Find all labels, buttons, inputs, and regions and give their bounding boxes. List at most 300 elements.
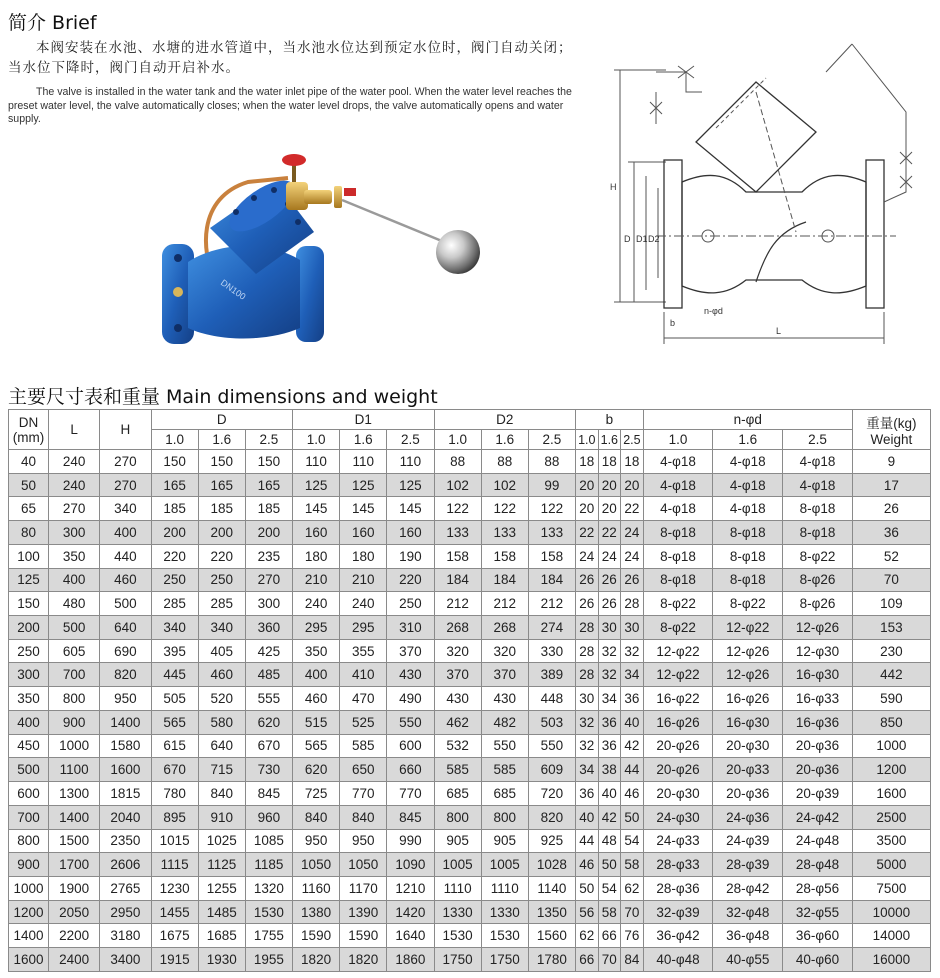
table-cell: 370	[387, 639, 434, 663]
table-cell: 1500	[48, 829, 99, 853]
table-cell: 24-φ48	[783, 829, 853, 853]
table-cell: 640	[100, 616, 151, 640]
table-cell: 1640	[387, 924, 434, 948]
table-cell: 4-φ18	[713, 497, 783, 521]
table-cell: 36-φ60	[783, 924, 853, 948]
table-cell: 405	[198, 639, 245, 663]
table-cell: 28-φ36	[643, 876, 713, 900]
table-cell: 400	[293, 663, 340, 687]
header-nd-pressure: 1.6	[713, 430, 783, 450]
table-cell: 615	[151, 734, 198, 758]
table-cell: 12-φ26	[713, 663, 783, 687]
table-cell: 960	[245, 805, 292, 829]
table-cell: 52	[852, 544, 930, 568]
table-cell: 950	[293, 829, 340, 853]
table-cell: 609	[528, 758, 575, 782]
table-cell: 24-φ36	[713, 805, 783, 829]
table-row	[9, 450, 931, 474]
table-cell: 30	[598, 616, 621, 640]
table-cell: 200	[9, 616, 49, 640]
table-cell: 905	[434, 829, 481, 853]
table-cell: 520	[198, 687, 245, 711]
table-cell: 185	[245, 497, 292, 521]
header-d2-pressure: 1.0	[434, 430, 481, 450]
table-cell: 250	[198, 568, 245, 592]
header-weight: 重量(kg) Weight	[852, 410, 930, 450]
table-cell: 1028	[528, 853, 575, 877]
table-cell: 66	[576, 948, 599, 972]
table-row	[9, 924, 931, 948]
table-cell: 725	[293, 782, 340, 806]
table-cell: 3180	[100, 924, 151, 948]
table-cell: 1115	[151, 853, 198, 877]
table-cell: 24-φ33	[643, 829, 713, 853]
table-cell: 40	[621, 710, 644, 734]
table-cell: 12-φ26	[713, 639, 783, 663]
table-cell: 1085	[245, 829, 292, 853]
table-cell: 20	[576, 497, 599, 521]
table-cell: 780	[151, 782, 198, 806]
table-cell: 1590	[293, 924, 340, 948]
table-cell: 8-φ26	[783, 568, 853, 592]
table-cell: 18	[598, 450, 621, 474]
table-cell: 715	[198, 758, 245, 782]
table-cell: 1015	[151, 829, 198, 853]
table-cell: 550	[387, 710, 434, 734]
table-cell: 270	[100, 473, 151, 497]
table-cell: 4-φ18	[713, 473, 783, 497]
table-cell: 8-φ22	[713, 592, 783, 616]
table-cell: 26	[576, 592, 599, 616]
table-cell: 700	[9, 805, 49, 829]
table-cell: 770	[387, 782, 434, 806]
table-cell: 66	[598, 924, 621, 948]
table-cell: 1900	[48, 876, 99, 900]
table-cell: 80	[9, 521, 49, 545]
table-cell: 110	[293, 450, 340, 474]
table-cell: 800	[481, 805, 528, 829]
table-row	[9, 639, 931, 663]
header-d2-pressure: 1.6	[481, 430, 528, 450]
header-d1-pressure: 1.0	[293, 430, 340, 450]
table-cell: 28-φ39	[713, 853, 783, 877]
table-cell: 1380	[293, 900, 340, 924]
table-cell: 150	[245, 450, 292, 474]
table-cell: 40-φ48	[643, 948, 713, 972]
table-row	[9, 473, 931, 497]
table-cell: 42	[598, 805, 621, 829]
brief-description-en: The valve is installed in the water tank and the water inlet pipe of the water pool. When the water level reaches the preset water level, the valve automatically closes; when the water level drops, the valve automatically opens and water supply.	[8, 86, 572, 125]
table-cell: 1300	[48, 782, 99, 806]
table-cell: 840	[340, 805, 387, 829]
table-cell: 250	[151, 568, 198, 592]
table-cell: 770	[340, 782, 387, 806]
table-cell: 18	[621, 450, 644, 474]
table-cell: 12-φ22	[643, 639, 713, 663]
table-cell: 500	[48, 616, 99, 640]
table-cell: 905	[481, 829, 528, 853]
table-cell: 840	[293, 805, 340, 829]
table-cell: 400	[100, 521, 151, 545]
drawing-label-d1: D1	[636, 234, 648, 244]
table-row	[9, 616, 931, 640]
table-row	[9, 521, 931, 545]
header-d-pressure: 1.0	[151, 430, 198, 450]
table-cell: 1330	[434, 900, 481, 924]
header-dn: DN (mm)	[9, 410, 49, 450]
table-row	[9, 782, 931, 806]
table-cell: 30	[621, 616, 644, 640]
table-cell: 1685	[198, 924, 245, 948]
table-cell: 200	[151, 521, 198, 545]
table-cell: 515	[293, 710, 340, 734]
table-cell: 220	[151, 544, 198, 568]
table-cell: 1530	[481, 924, 528, 948]
table-cell: 110	[387, 450, 434, 474]
table-cell: 1320	[245, 876, 292, 900]
table-cell: 1255	[198, 876, 245, 900]
table-cell: 48	[598, 829, 621, 853]
table-cell: 122	[481, 497, 528, 521]
table-cell: 268	[481, 616, 528, 640]
table-cell: 184	[481, 568, 528, 592]
table-cell: 685	[434, 782, 481, 806]
table-cell: 400	[9, 710, 49, 734]
table-cell: 600	[9, 782, 49, 806]
table-cell: 2765	[100, 876, 151, 900]
table-cell: 42	[621, 734, 644, 758]
table-cell: 65	[9, 497, 49, 521]
valve-technical-drawing	[606, 32, 936, 352]
table-cell: 20-φ33	[713, 758, 783, 782]
table-cell: 16-φ26	[713, 687, 783, 711]
table-row	[9, 568, 931, 592]
table-cell: 1815	[100, 782, 151, 806]
table-row	[9, 710, 931, 734]
table-cell: 32	[621, 639, 644, 663]
table-cell: 200	[198, 521, 245, 545]
table-cell: 8-φ18	[643, 544, 713, 568]
table-cell: 8-φ22	[643, 592, 713, 616]
table-cell: 480	[48, 592, 99, 616]
table-cell: 300	[9, 663, 49, 687]
table-cell: 165	[198, 473, 245, 497]
table-cell: 1170	[340, 876, 387, 900]
table-cell: 670	[245, 734, 292, 758]
table-cell: 145	[387, 497, 434, 521]
table-cell: 330	[528, 639, 575, 663]
table-cell: 150	[151, 450, 198, 474]
table-cell: 28	[621, 592, 644, 616]
table-cell: 34	[621, 663, 644, 687]
table-cell: 820	[528, 805, 575, 829]
table-cell: 1560	[528, 924, 575, 948]
table-cell: 125	[387, 473, 434, 497]
table-cell: 8-φ22	[783, 544, 853, 568]
table-cell: 109	[852, 592, 930, 616]
table-cell: 26	[598, 568, 621, 592]
table-cell: 20-φ26	[643, 734, 713, 758]
table-cell: 450	[9, 734, 49, 758]
table-cell: 565	[293, 734, 340, 758]
table-cell: 1005	[481, 853, 528, 877]
table-cell: 125	[9, 568, 49, 592]
table-cell: 1390	[340, 900, 387, 924]
table-row	[9, 805, 931, 829]
table-cell: 7500	[852, 876, 930, 900]
table-cell: 503	[528, 710, 575, 734]
table-cell: 50	[9, 473, 49, 497]
table-cell: 460	[198, 663, 245, 687]
table-cell: 36	[852, 521, 930, 545]
table-cell: 1750	[481, 948, 528, 972]
table-cell: 4-φ18	[713, 450, 783, 474]
table-cell: 8-φ18	[643, 568, 713, 592]
table-cell: 950	[100, 687, 151, 711]
table-cell: 440	[100, 544, 151, 568]
table-cell: 8-φ22	[643, 616, 713, 640]
table-cell: 26	[598, 592, 621, 616]
table-cell: 350	[293, 639, 340, 663]
table-cell: 410	[340, 663, 387, 687]
table-cell: 585	[434, 758, 481, 782]
drawing-label-h: H	[610, 182, 617, 192]
table-cell: 220	[387, 568, 434, 592]
table-cell: 590	[852, 687, 930, 711]
table-cell: 300	[48, 521, 99, 545]
table-cell: 720	[528, 782, 575, 806]
table-cell: 320	[434, 639, 481, 663]
table-cell: 268	[434, 616, 481, 640]
table-cell: 620	[245, 710, 292, 734]
table-cell: 240	[340, 592, 387, 616]
table-cell: 1210	[387, 876, 434, 900]
table-cell: 200	[245, 521, 292, 545]
drawing-label-d: D	[624, 234, 631, 244]
table-cell: 900	[48, 710, 99, 734]
table-cell: 1200	[852, 758, 930, 782]
header-nd-pressure: 1.0	[643, 430, 713, 450]
table-cell: 20	[598, 473, 621, 497]
table-cell: 16-φ30	[783, 663, 853, 687]
table-cell: 28	[576, 663, 599, 687]
table-cell: 355	[340, 639, 387, 663]
valve-logo: DN100	[218, 277, 248, 302]
table-cell: 1485	[198, 900, 245, 924]
table-cell: 212	[481, 592, 528, 616]
table-cell: 470	[340, 687, 387, 711]
table-cell: 44	[621, 758, 644, 782]
table-cell: 1420	[387, 900, 434, 924]
table-cell: 1700	[48, 853, 99, 877]
table-cell: 150	[198, 450, 245, 474]
table-cell: 160	[293, 521, 340, 545]
table-cell: 340	[198, 616, 245, 640]
table-cell: 1000	[48, 734, 99, 758]
table-cell: 730	[245, 758, 292, 782]
table-cell: 500	[9, 758, 49, 782]
table-cell: 26	[576, 568, 599, 592]
table-cell: 532	[434, 734, 481, 758]
table-cell: 5000	[852, 853, 930, 877]
table-cell: 40	[576, 805, 599, 829]
table-cell: 1750	[434, 948, 481, 972]
table-cell: 153	[852, 616, 930, 640]
dimensions-title: 主要尺寸表和重量 Main dimensions and weight	[8, 386, 438, 408]
table-cell: 110	[340, 450, 387, 474]
table-cell: 24	[621, 544, 644, 568]
header-nd: n-φd	[643, 410, 852, 430]
table-cell: 240	[48, 450, 99, 474]
table-cell: 158	[434, 544, 481, 568]
table-cell: 800	[434, 805, 481, 829]
table-cell: 670	[151, 758, 198, 782]
table-cell: 895	[151, 805, 198, 829]
brief-title: 简介 Brief	[8, 12, 97, 34]
table-cell: 165	[151, 473, 198, 497]
table-cell: 18	[576, 450, 599, 474]
table-cell: 58	[598, 900, 621, 924]
table-cell: 1600	[9, 948, 49, 972]
table-cell: 24-φ42	[783, 805, 853, 829]
table-cell: 212	[528, 592, 575, 616]
table-cell: 370	[434, 663, 481, 687]
table-cell: 490	[387, 687, 434, 711]
header-b: b	[576, 410, 644, 430]
table-cell: 46	[621, 782, 644, 806]
table-cell: 2040	[100, 805, 151, 829]
table-cell: 462	[434, 710, 481, 734]
table-cell: 845	[245, 782, 292, 806]
table-cell: 180	[293, 544, 340, 568]
table-cell: 1755	[245, 924, 292, 948]
table-cell: 32	[598, 639, 621, 663]
table-cell: 12-φ22	[713, 616, 783, 640]
drawing-label-b: b	[670, 318, 676, 328]
table-cell: 1005	[434, 853, 481, 877]
table-cell: 2400	[48, 948, 99, 972]
table-cell: 20	[621, 473, 644, 497]
header-d2-pressure: 2.5	[528, 430, 575, 450]
table-cell: 165	[245, 473, 292, 497]
table-cell: 580	[198, 710, 245, 734]
table-cell: 340	[100, 497, 151, 521]
table-cell: 24	[576, 544, 599, 568]
table-cell: 285	[198, 592, 245, 616]
table-cell: 160	[387, 521, 434, 545]
table-row	[9, 829, 931, 853]
table-cell: 295	[293, 616, 340, 640]
table-cell: 158	[481, 544, 528, 568]
table-cell: 3400	[100, 948, 151, 972]
table-cell: 2350	[100, 829, 151, 853]
table-cell: 550	[528, 734, 575, 758]
table-cell: 70	[598, 948, 621, 972]
table-cell: 22	[576, 521, 599, 545]
table-row	[9, 900, 931, 924]
drawing-label-d2: D2	[648, 234, 660, 244]
table-cell: 1110	[434, 876, 481, 900]
table-cell: 36-φ42	[643, 924, 713, 948]
table-cell: 295	[340, 616, 387, 640]
table-cell: 46	[576, 853, 599, 877]
table-cell: 1050	[340, 853, 387, 877]
table-cell: 40-φ55	[713, 948, 783, 972]
table-cell: 1600	[100, 758, 151, 782]
table-cell: 445	[151, 663, 198, 687]
table-cell: 1915	[151, 948, 198, 972]
table-cell: 230	[852, 639, 930, 663]
table-cell: 565	[151, 710, 198, 734]
table-cell: 400	[48, 568, 99, 592]
table-cell: 44	[576, 829, 599, 853]
table-cell: 32	[576, 710, 599, 734]
table-cell: 54	[621, 829, 644, 853]
table-cell: 100	[9, 544, 49, 568]
header-d2: D2	[434, 410, 576, 430]
header-d1-pressure: 2.5	[387, 430, 434, 450]
table-cell: 1000	[852, 734, 930, 758]
table-cell: 1000	[9, 876, 49, 900]
table-row	[9, 663, 931, 687]
table-cell: 4-φ18	[643, 450, 713, 474]
table-cell: 20	[576, 473, 599, 497]
table-cell: 2500	[852, 805, 930, 829]
table-cell: 16-φ30	[713, 710, 783, 734]
table-cell: 22	[621, 497, 644, 521]
table-cell: 1400	[48, 805, 99, 829]
table-cell: 2950	[100, 900, 151, 924]
table-cell: 70	[852, 568, 930, 592]
table-cell: 32-φ55	[783, 900, 853, 924]
table-cell: 990	[387, 829, 434, 853]
table-row	[9, 544, 931, 568]
table-cell: 430	[387, 663, 434, 687]
table-cell: 1400	[9, 924, 49, 948]
table-cell: 700	[48, 663, 99, 687]
table-cell: 36	[576, 782, 599, 806]
table-cell: 650	[340, 758, 387, 782]
table-cell: 370	[481, 663, 528, 687]
table-cell: 585	[340, 734, 387, 758]
valve-photo	[158, 142, 498, 362]
header-d: D	[151, 410, 292, 430]
table-cell: 1350	[528, 900, 575, 924]
table-cell: 158	[528, 544, 575, 568]
table-cell: 62	[621, 876, 644, 900]
table-cell: 36	[598, 734, 621, 758]
table-cell: 54	[598, 876, 621, 900]
table-cell: 1675	[151, 924, 198, 948]
table-cell: 950	[340, 829, 387, 853]
table-cell: 88	[481, 450, 528, 474]
table-cell: 40	[9, 450, 49, 474]
table-cell: 36	[621, 687, 644, 711]
table-cell: 58	[621, 853, 644, 877]
table-cell: 1955	[245, 948, 292, 972]
table-cell: 24	[598, 544, 621, 568]
table-cell: 1125	[198, 853, 245, 877]
table-row	[9, 592, 931, 616]
table-cell: 250	[387, 592, 434, 616]
table-cell: 50	[598, 853, 621, 877]
table-cell: 235	[245, 544, 292, 568]
table-row	[9, 853, 931, 877]
table-cell: 24-φ30	[643, 805, 713, 829]
table-cell: 1590	[340, 924, 387, 948]
table-cell: 300	[245, 592, 292, 616]
table-cell: 1530	[245, 900, 292, 924]
